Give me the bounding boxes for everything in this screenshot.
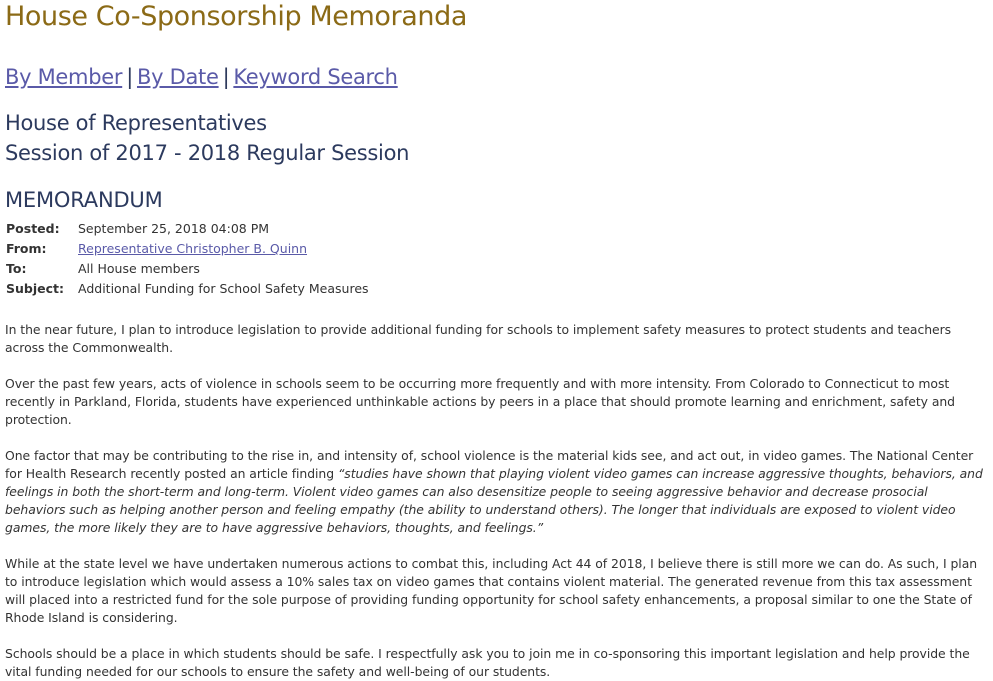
representative-link[interactable]: Representative Christopher B. Quinn: [78, 241, 308, 256]
keyword-search-link[interactable]: Keyword Search: [233, 65, 398, 89]
to-label: To:: [6, 261, 27, 276]
paragraph-3-lead: One factor that may be contributing to the rise in, and intensity of, school violence is the material kids see, and act out, in video games. The National Center for Health Research recently posted an article finding: [5, 448, 974, 481]
nav-separator: |: [126, 65, 133, 89]
page-title: House Co-Sponsorship Memoranda: [5, 1, 467, 32]
posted-row: [6, 219, 369, 239]
subject-value: Additional Funding for School Safety Measures: [78, 281, 369, 296]
from-row: [6, 239, 369, 259]
chamber-name: House of Representatives: [5, 111, 267, 135]
memorandum-heading: MEMORANDUM: [5, 188, 163, 212]
memo-paragraph-1: In the near future, I plan to introduce legislation to provide additional funding for schools to implement safety measures to protect students and teachers across the Commonwealth.: [5, 322, 952, 355]
by-date-link[interactable]: By Date: [136, 65, 219, 89]
memo-details: [6, 219, 369, 299]
memo-paragraph-5: Schools should be a place in which students should be safe. I respectfully ask you to join me in co-sponsoring this important legislation and help provide the vital funding needed for our schools to ensure the safety and well-being of our students.: [5, 646, 970, 679]
subject-row: [6, 279, 369, 299]
memo-paragraph-4: While at the state level we have undertaken numerous actions to combat this, including Act 44 of 2018, I believe there is still more we can do. As such, I plan to introduce legislation which would assess a 10% sales tax on video games that contains violent material. The generated revenue from this tax assessment will placed into a restricted fund for the sole purpose of providing funding opportunity for school safety enhancements, a proposal similar to one the State of Rhode Island is considering.: [5, 556, 978, 625]
memo-paragraph-3: [5, 447, 987, 537]
from-label: From:: [6, 241, 47, 256]
to-row: [6, 259, 369, 279]
to-value: All House members: [78, 261, 200, 276]
session-heading: [5, 108, 987, 168]
research-quote: “studies have shown that playing violent video games can increase aggressive thoughts, behaviors, and feelings in both the short-term and long-term. Violent video games can also desensitize people to seeing aggressive behavior and decrease prosocial behaviors such as helping another person and feeling empathy (the ability to understand others). The longer that individuals are exposed to violent video games, the more likely they are to have aggressive behaviors, thoughts, and feelings.”: [5, 466, 983, 535]
posted-value: September 25, 2018 04:08 PM: [78, 221, 270, 236]
browse-nav: [5, 62, 987, 92]
nav-separator: |: [222, 65, 230, 89]
subject-label: Subject:: [6, 281, 64, 296]
by-member-link[interactable]: By Member: [5, 65, 123, 89]
session-name: Session of 2017 - 2018 Regular Session: [5, 141, 410, 165]
memo-paragraph-2: Over the past few years, acts of violence in schools seem to be occurring more frequently and with more intensity. From Colorado to Connecticut to most recently in Parkland, Florida, students have experienced unthinkable actions by peers in a place that should promote learning and enrichment, safety and protection.: [5, 376, 955, 427]
posted-label: Posted:: [6, 221, 60, 236]
